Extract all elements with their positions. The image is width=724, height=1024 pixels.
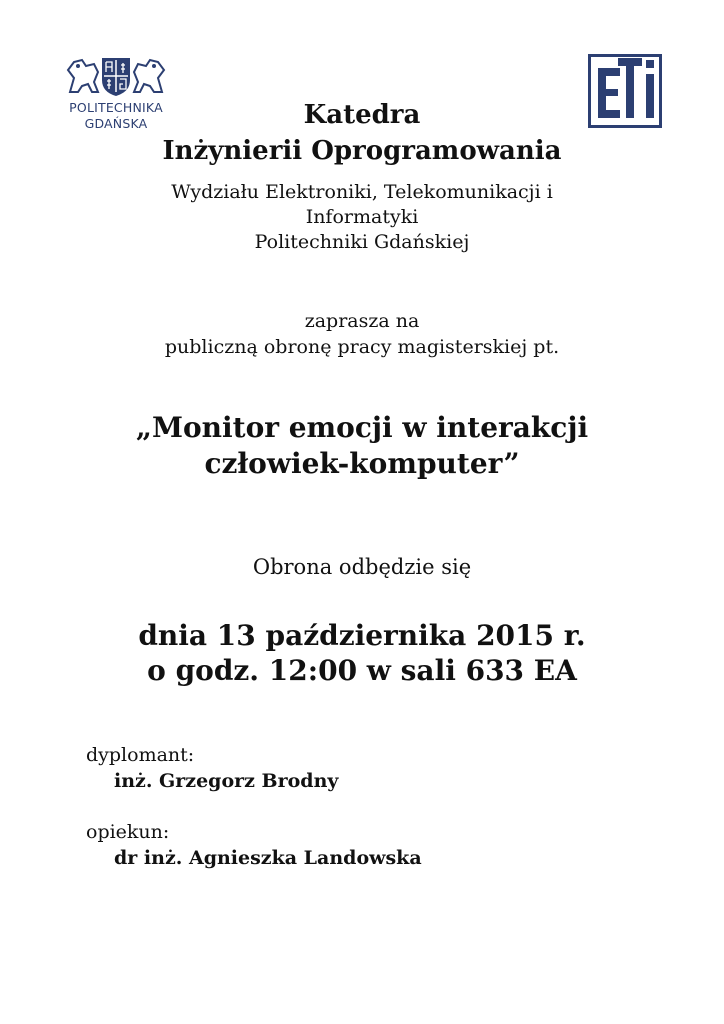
department-title-line1: Katedra [303, 100, 421, 130]
faculty-line3: Politechniki Gdańskiej [254, 231, 470, 253]
supervisor-name: dr inż. Agnieszka Landowska [114, 847, 422, 869]
thesis-title-line1: „Monitor emocji w interakcji [135, 411, 589, 444]
defense-intro: Obrona odbędzie się [252, 555, 472, 579]
university-crest-icon [64, 52, 168, 96]
department-title-line2: Inżynierii Oprogramowania [162, 136, 562, 166]
invite-line2: publiczną obronę pracy magisterskiej pt. [164, 336, 560, 358]
defense-time-room: o godz. 12:00 w sali 633 EA [147, 654, 577, 687]
thesis-title-line2: człowiek-komputer” [204, 447, 520, 480]
supervisor-label: opiekun: [86, 821, 170, 843]
university-logo-line1: POLITECHNIKA [69, 100, 163, 115]
student-name: inż. Grzegorz Brodny [114, 770, 339, 792]
university-logo-line2: GDAŃSKA [84, 116, 148, 131]
faculty-line2: Informatyki [305, 206, 419, 228]
faculty-line1: Wydziału Elektroniki, Telekomunikacji i [171, 181, 553, 203]
defense-date: dnia 13 października 2015 r. [138, 619, 586, 652]
student-label: dyplomant: [86, 744, 195, 766]
invite-line1: zaprasza na [304, 310, 420, 332]
